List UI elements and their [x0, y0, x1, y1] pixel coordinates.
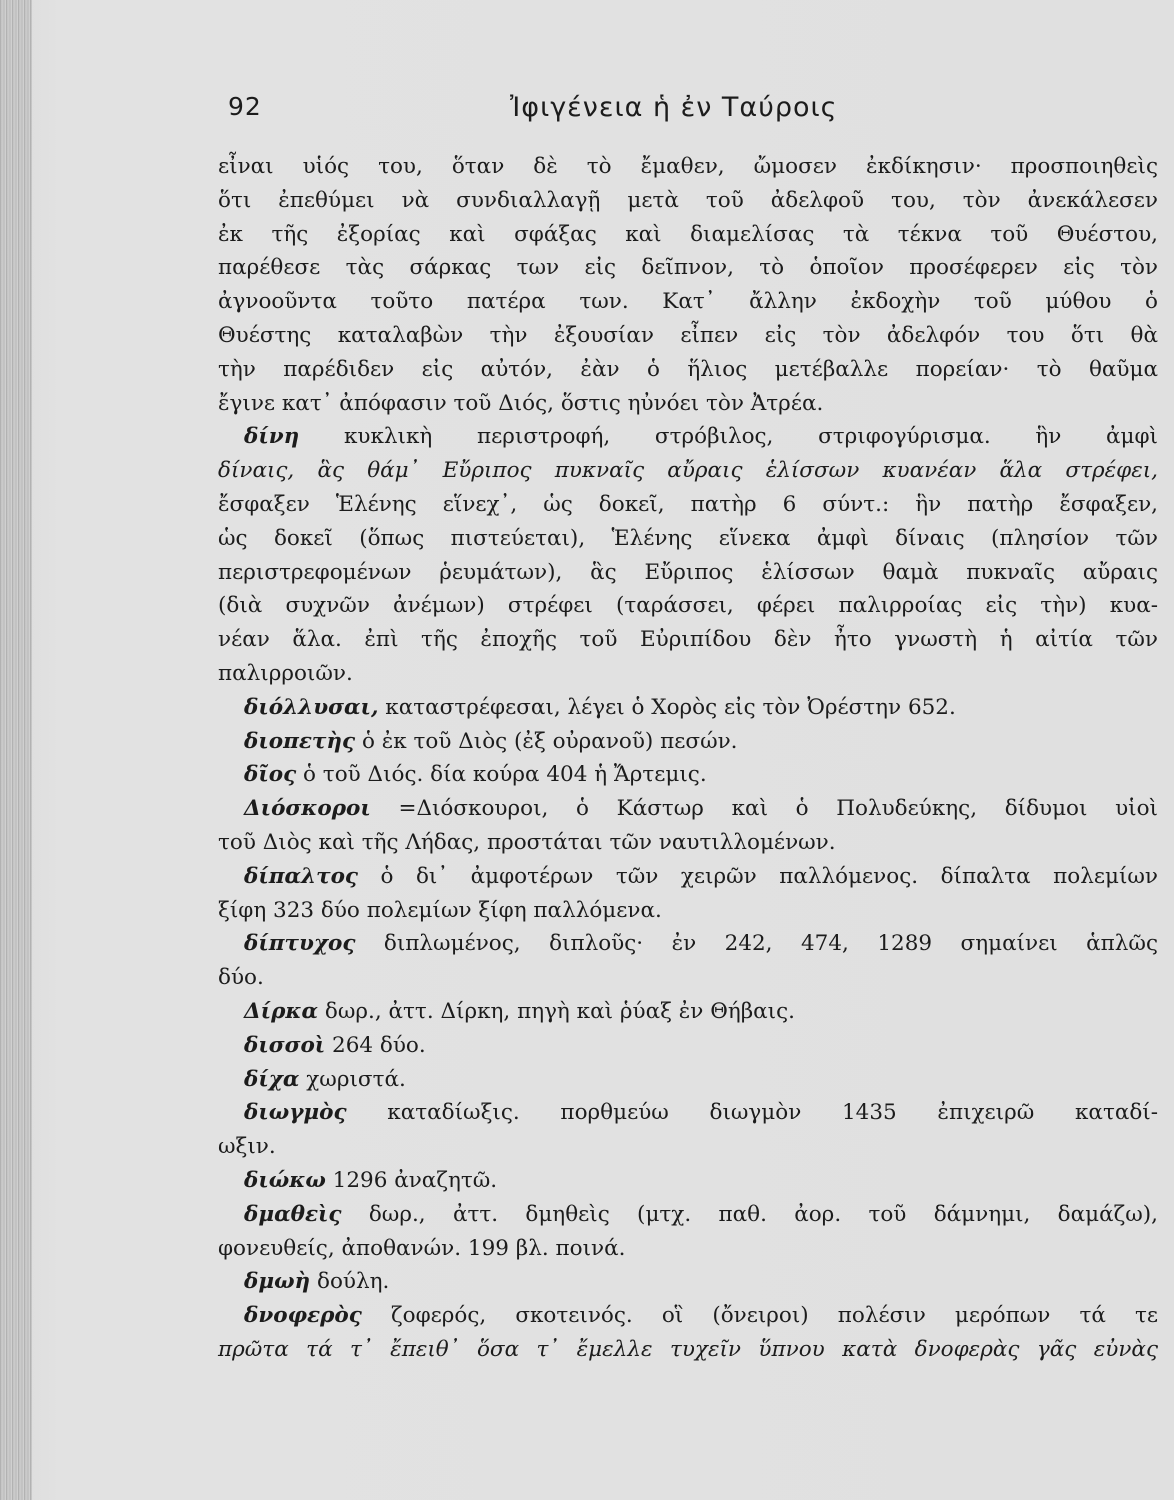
text-line: [218, 150, 1158, 184]
headword: διοπετὴς: [244, 728, 356, 754]
line-text: τὴν παρέδιδεν εἰς αὐτόν, ἐὰν ὁ ἥλιος μετέβαλλε πορείαν· τὸ θαῦμα: [218, 356, 1158, 382]
line-text: =Διόσκουροι, ὁ Κάστωρ καὶ ὁ Πολυδεύκης, δίδυμοι υἱοὶ: [398, 796, 1158, 822]
line-text: ἀγνοοῦντα τοῦτο πατέρα των. Κατ᾿ ἄλλην ἐκδοχὴν τοῦ μύθου ὁ: [218, 289, 1158, 315]
running-title: Ἰφιγένεια ἡ ἐν Ταύροις: [510, 92, 838, 123]
glossary-entry-line: [218, 995, 1158, 1029]
line-text: ὡς δοκεῖ (ὅπως πιστεύεται), Ἑλένης εἵνεκα ἀμφὶ δίναις (πλησίον τῶν: [218, 525, 1158, 551]
headword: δῖος: [244, 762, 297, 788]
headword: δίπαλτος: [244, 863, 358, 889]
text-line: [218, 589, 1158, 623]
page-number: 92: [228, 92, 262, 121]
line-text: περιστρεφομένων ῥευμάτων), ἃς Εὔριπος ἑλίσσων θαμὰ πυκναῖς αὔραις: [218, 559, 1158, 585]
line-text: παρέθεσε τὰς σάρκας των εἰς δεῖπνον, τὸ ὁποῖον προσέφερεν εἰς τὸν: [218, 255, 1158, 281]
line-text: δύο.: [218, 965, 264, 991]
text-line: [218, 1130, 1158, 1164]
line-text: 264 δύο.: [332, 1032, 426, 1058]
text-line: [218, 454, 1158, 488]
text-line: [218, 826, 1158, 860]
glossary-entry-line: [218, 758, 1158, 792]
text-line: [218, 353, 1158, 387]
headword: δίπτυχος: [244, 931, 356, 957]
text-line: [218, 251, 1158, 285]
headword: δμωὴ: [244, 1269, 311, 1295]
text-line: [218, 319, 1158, 353]
headword: δίνη: [244, 424, 300, 450]
glossary-entry-line: [218, 1265, 1158, 1299]
line-text: φονευθείς, ἀποθανών. 199 βλ. ποινά.: [218, 1235, 626, 1261]
line-text: ὁ δι᾿ ἀμφοτέρων τῶν χειρῶν παλλόμενος. δίπαλτα πολεμίων: [380, 863, 1158, 889]
text-line: [218, 285, 1158, 319]
text-line: [218, 184, 1158, 218]
headword: δισσοὶ: [244, 1032, 326, 1058]
text-line: [218, 961, 1158, 995]
glossary-entry-line: [218, 725, 1158, 759]
line-text: ὅτι ἐπεθύμει νὰ συνδιαλλαγῇ μετὰ τοῦ ἀδελφοῦ του, τὸν ἀνεκάλεσεν: [218, 187, 1158, 213]
text-line: [218, 1333, 1158, 1367]
line-text: δωρ., ἀττ. Δίρκη, πηγὴ καὶ ῥύαξ ἐν Θήβαις.: [324, 998, 795, 1024]
text-line: [218, 657, 1158, 691]
glossary-entry-line: [218, 420, 1158, 454]
glossary-entry-line: [218, 691, 1158, 725]
line-text: παλιρροιῶν.: [218, 660, 353, 686]
line-text: (διὰ συχνῶν ἀνέμων) στρέφει (ταράσσει, φέρει παλιρροίας εἰς τὴν) κυα-: [218, 593, 1158, 619]
glossary-entry-line: [218, 1299, 1158, 1333]
glossary-entry-line: [218, 1164, 1158, 1198]
text-line: [218, 1232, 1158, 1266]
glossary-entry-line: [218, 1029, 1158, 1063]
line-text: νέαν ἅλα. ἐπὶ τῆς ἐποχῆς τοῦ Εὐριπίδου δὲν ἦτο γνωστὴ ἡ αἰτία τῶν: [218, 627, 1158, 653]
line-text: ἔσφαξεν Ἑλένης εἵνεχ᾿, ὡς δοκεῖ, πατὴρ 6 σύντ.: ἣν πατὴρ ἔσφαξεν,: [218, 491, 1158, 517]
glossary-entry-line: [218, 792, 1158, 826]
text-line: [218, 488, 1158, 522]
headword: δμαθεὶς: [244, 1201, 342, 1227]
text-line: [218, 894, 1158, 928]
text-line: [218, 556, 1158, 590]
headword: Δίρκα: [244, 998, 319, 1024]
line-text: δωρ., ἀττ. δμηθεὶς (μτχ. παθ. ἀορ. τοῦ δάμνημι, δαμάζω),: [368, 1201, 1158, 1227]
line-text: δίναις, ἃς θάμ᾿ Εὔριπος πυκναῖς αὔραις ἑλίσσων κυανέαν ἅλα στρέφει,: [218, 458, 1158, 484]
glossary-entry-line: [218, 927, 1158, 961]
glossary-entry-line: [218, 1063, 1158, 1097]
line-text: πρῶτα τά τ᾿ ἔπειθ᾿ ὅσα τ᾿ ἔμελλε τυχεῖν ὕπνου κατὰ δνοφερὰς γᾶς εὐνὰς: [218, 1336, 1158, 1362]
line-text: καταδίωξις. πορθμεύω διωγμὸν 1435 ἐπιχειρῶ καταδί-: [387, 1100, 1158, 1126]
line-text: ὁ τοῦ Διός. δία κούρα 404 ἡ Ἄρτεμις.: [303, 762, 707, 788]
line-text: ξίφη 323 δύο πολεμίων ξίφη παλλόμενα.: [218, 897, 662, 923]
line-text: κυκλικὴ περιστροφή, στρόβιλος, στριφογύρισμα. ἣν ἀμφὶ: [343, 424, 1158, 450]
text-line: [218, 522, 1158, 556]
line-text: διπλωμένος, διπλοῦς· ἐν 242, 474, 1289 σημαίνει ἁπλῶς: [383, 931, 1158, 957]
line-text: ὁ ἐκ τοῦ Διὸς (ἐξ οὐρανοῦ) πεσών.: [361, 728, 738, 754]
text-line: [218, 387, 1158, 421]
line-text: ἐκ τῆς ἐξορίας καὶ σφάξας καὶ διαμελίσας τὰ τέκνα τοῦ Θυέστου,: [218, 221, 1158, 247]
headword: διόλλυσαι,: [244, 694, 379, 720]
headword: δνοφερὸς: [244, 1303, 362, 1329]
glossary-entry-line: [218, 860, 1158, 894]
headword: διώκω: [244, 1167, 326, 1193]
line-text: ωξιν.: [218, 1134, 276, 1160]
line-text: καταστρέφεσαι, λέγει ὁ Χορὸς εἰς τὸν Ὀρέστην 652.: [385, 694, 956, 720]
line-text: ἔγινε κατ᾿ ἀπόφασιν τοῦ Διός, ὅστις ηὐνόει τὸν Ἀτρέα.: [218, 390, 824, 416]
page-header: [228, 92, 1148, 132]
page-binding-edge: [0, 0, 32, 1500]
line-text: Θυέστης καταλαβὼν τὴν ἐξουσίαν εἶπεν εἰς τὸν ἀδελφόν του ὅτι θὰ: [218, 322, 1158, 348]
line-text: δούλη.: [317, 1269, 390, 1295]
line-text: εἶναι υἱός του, ὅταν δὲ τὸ ἔμαθεν, ὤμοσεν ἐκδίκησιν· προσποιηθεὶς: [218, 154, 1158, 179]
line-text: χωριστά.: [306, 1066, 406, 1092]
headword: δίχα: [244, 1066, 300, 1092]
glossary-entry-line: [218, 1198, 1158, 1232]
headword: διωγμὸς: [244, 1100, 347, 1126]
text-line: [218, 623, 1158, 657]
text-line: [218, 218, 1158, 252]
glossary-entry-line: [218, 1096, 1158, 1130]
glossary-text: [218, 150, 1158, 1367]
line-text: ζοφερός, σκοτεινός. οἳ (ὄνειροι) πολέσιν μερόπων τά τε: [390, 1303, 1158, 1329]
line-text: τοῦ Διὸς καὶ τῆς Λήδας, προστάται τῶν ναυτιλλομένων.: [218, 829, 836, 855]
line-text: 1296 ἀναζητῶ.: [332, 1167, 498, 1193]
headword: Διόσκοροι: [244, 796, 371, 822]
